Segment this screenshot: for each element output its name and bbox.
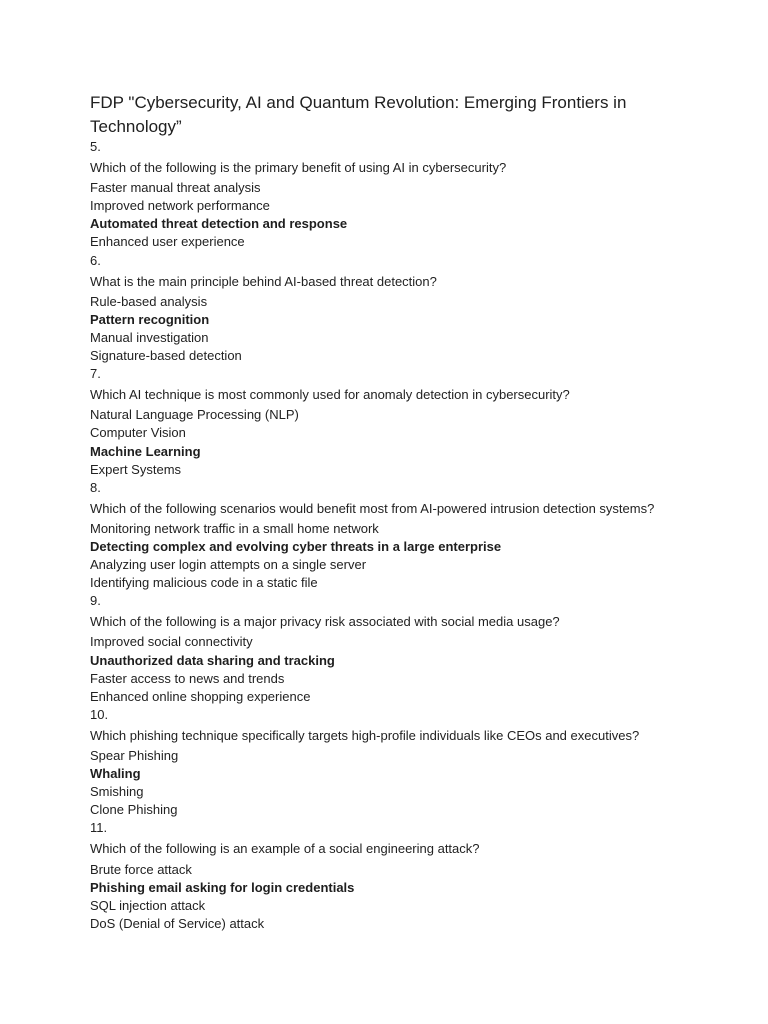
answer-option: Enhanced user experience: [90, 234, 245, 250]
question-number: 11.: [90, 820, 108, 836]
answer-option: Signature-based detection: [90, 348, 242, 364]
answer-option: Clone Phishing: [90, 802, 178, 818]
correct-answer-option: Detecting complex and evolving cyber threats in a large enterprise: [90, 538, 502, 554]
question-number: 6.: [90, 252, 101, 268]
question-block: [90, 706, 760, 820]
answer-option: Rule-based analysis: [90, 293, 208, 309]
correct-answer-option: Unauthorized data sharing and tracking: [90, 652, 335, 668]
correct-answer-option: Phishing email asking for login credentials: [90, 879, 355, 895]
answer-option: SQL injection attack: [90, 897, 206, 913]
question-block: [90, 138, 760, 252]
question-text: What is the main principle behind AI-based threat detection?: [90, 273, 437, 289]
question-number: 7.: [90, 366, 101, 382]
question-number: 10.: [90, 706, 109, 722]
question-block: [90, 252, 760, 366]
correct-answer-option: Pattern recognition: [90, 311, 210, 327]
correct-answer-option: Machine Learning: [90, 443, 201, 459]
answer-option: Monitoring network traffic in a small home network: [90, 520, 379, 536]
answer-option: Computer Vision: [90, 425, 186, 441]
correct-answer-option: Whaling: [90, 766, 141, 782]
answer-option: DoS (Denial of Service) attack: [90, 915, 265, 931]
document-title: FDP "Cybersecurity, AI and Quantum Revolution: Emerging Frontiers in Technology”: [90, 93, 627, 136]
question-text: Which of the following scenarios would benefit most from AI-powered intrusion detection systems?: [90, 500, 655, 516]
question-text: Which of the following is an example of a social engineering attack?: [90, 841, 480, 857]
answer-option: Spear Phishing: [90, 748, 179, 763]
answer-option: Natural Language Processing (NLP): [90, 407, 299, 423]
answer-option: Faster access to news and trends: [90, 670, 285, 686]
answer-option: Identifying malicious code in a static file: [90, 575, 318, 591]
question-text: Which of the following is a major privacy risk associated with social media usage?: [90, 614, 560, 630]
question-text: Which AI technique is most commonly used for anomaly detection in cybersecurity?: [90, 387, 570, 403]
answer-option: Improved social connectivity: [90, 634, 253, 650]
answer-option: Analyzing user login attempts on a single server: [90, 557, 367, 573]
question-text: Which phishing technique specifically targets high-profile individuals like CEOs and executives?: [90, 727, 640, 743]
question-list: [90, 138, 760, 933]
answer-option: Improved network performance: [90, 198, 270, 214]
question-block: [90, 819, 760, 933]
question-block: [90, 592, 760, 706]
question-text: Which of the following is the primary benefit of using AI in cybersecurity?: [90, 160, 507, 176]
answer-option: Brute force attack: [90, 861, 192, 877]
correct-answer-option: Automated threat detection and response: [90, 216, 348, 232]
answer-option: Enhanced online shopping experience: [90, 688, 311, 704]
question-number: 5.: [90, 139, 101, 154]
question-number: 9.: [90, 593, 101, 609]
answer-option: Faster manual threat analysis: [90, 180, 261, 196]
answer-option: Smishing: [90, 784, 144, 800]
answer-option: Expert Systems: [90, 461, 182, 477]
question-number: 8.: [90, 479, 101, 495]
question-block: [90, 365, 760, 479]
question-block: [90, 479, 760, 593]
answer-option: Manual investigation: [90, 329, 209, 345]
